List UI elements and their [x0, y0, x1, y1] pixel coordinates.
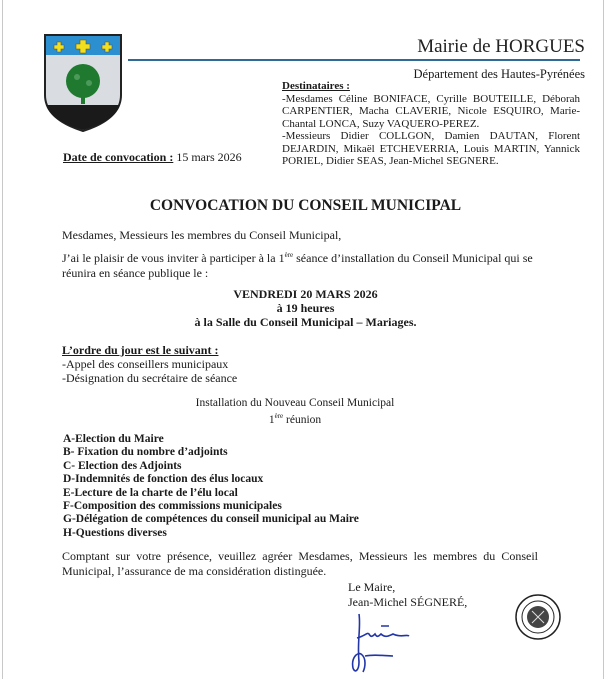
closing-text: Comptant sur votre présence, veuillez agréer Mesdames, Messieurs les membres du Conseil Municipal, l’assurance de ma considération distinguée.: [62, 549, 538, 578]
invitation-text: [62, 248, 538, 281]
agenda-item: B- Fixation du nombre d’adjoints: [63, 446, 228, 459]
signer-name: Jean-Michel SÉGNERÉ,: [348, 595, 468, 609]
recipients-block: [282, 80, 580, 168]
agenda-item: E-Lecture de la charte de l’élu local: [63, 486, 238, 499]
invite-sup: ère: [284, 251, 294, 259]
meeting-date: VENDREDI 20 MARS 2026: [233, 287, 378, 301]
meeting-time: à 19 heures: [276, 301, 335, 315]
agenda-item: C- Election des Adjoints: [63, 459, 182, 472]
official-seal-icon: [514, 593, 562, 641]
header-rule: [128, 59, 580, 61]
recipients-messieurs: -Messieurs Didier COLLGON, Damien DAUTAN, Florent DEJARDIN, Mikaël ETCHEVERRIA, Louis MARTIN, Yannick PORIEL, Didier SEAS, Jean-Michel SEGNERE.: [282, 130, 580, 167]
invite-text-2: séance d’installation du Conseil Municipal qui se réunira en séance publique le :: [62, 251, 533, 280]
agenda-item: F-Composition des commissions municipales: [63, 500, 282, 513]
salutation: Mesdames, Messieurs les membres du Conseil Municipal,: [62, 228, 342, 242]
installation-meeting-number: [150, 410, 440, 426]
signer-role: Le Maire,: [348, 580, 396, 594]
recipients-heading: Destinataires :: [282, 80, 350, 92]
agenda-item: A-Election du Maire: [63, 433, 164, 445]
meeting-number: 1: [268, 413, 275, 426]
agenda-item: G-Délégation de compétences du conseil municipal au Maire: [63, 513, 359, 526]
convocation-date-label: Date de convocation :: [63, 150, 174, 164]
document-title: CONVOCATION DU CONSEIL MUNICIPAL: [149, 197, 462, 214]
order-item: -Appel des conseillers municipaux: [62, 357, 229, 371]
coat-of-arms-icon: [43, 33, 123, 133]
signature-block: [348, 580, 467, 610]
agenda-item: H-Questions diverses: [63, 526, 167, 539]
recipients-mesdames: -Mesdames Céline BONIFACE, Cyrille BOUTEILLE, Déborah CARPENTIER, Macha CLAVERIE, Nicole ESQUIRO, Marie-Chantal LONCA, Suzy VAQUERO-PEREZ.: [282, 92, 580, 130]
order-block: [62, 343, 538, 385]
agenda-item: D-Indemnités de fonction des élus locaux: [63, 473, 264, 486]
meeting-number-sup: ère: [274, 412, 284, 420]
meeting-place: à la Salle du Conseil Municipal – Mariages.: [194, 315, 417, 329]
order-item: -Désignation du secrétaire de séance: [62, 371, 238, 385]
meeting-word: réunion: [283, 413, 322, 426]
installation-line: Installation du Nouveau Conseil Municipal: [195, 397, 395, 409]
order-heading: L’ordre du jour est le suivant :: [62, 343, 219, 357]
handwritten-signature-icon: [345, 612, 415, 677]
agenda-list: [63, 433, 359, 540]
convocation-date: [63, 150, 242, 165]
convocation-date-value: 15 mars 2026: [176, 150, 242, 164]
department: Département des Hautes-Pyrénées: [413, 67, 585, 81]
invite-text-1: J’ai le plaisir de vous inviter à participer à la 1: [62, 251, 285, 265]
mairie-title: Mairie de HORGUES: [417, 36, 585, 57]
